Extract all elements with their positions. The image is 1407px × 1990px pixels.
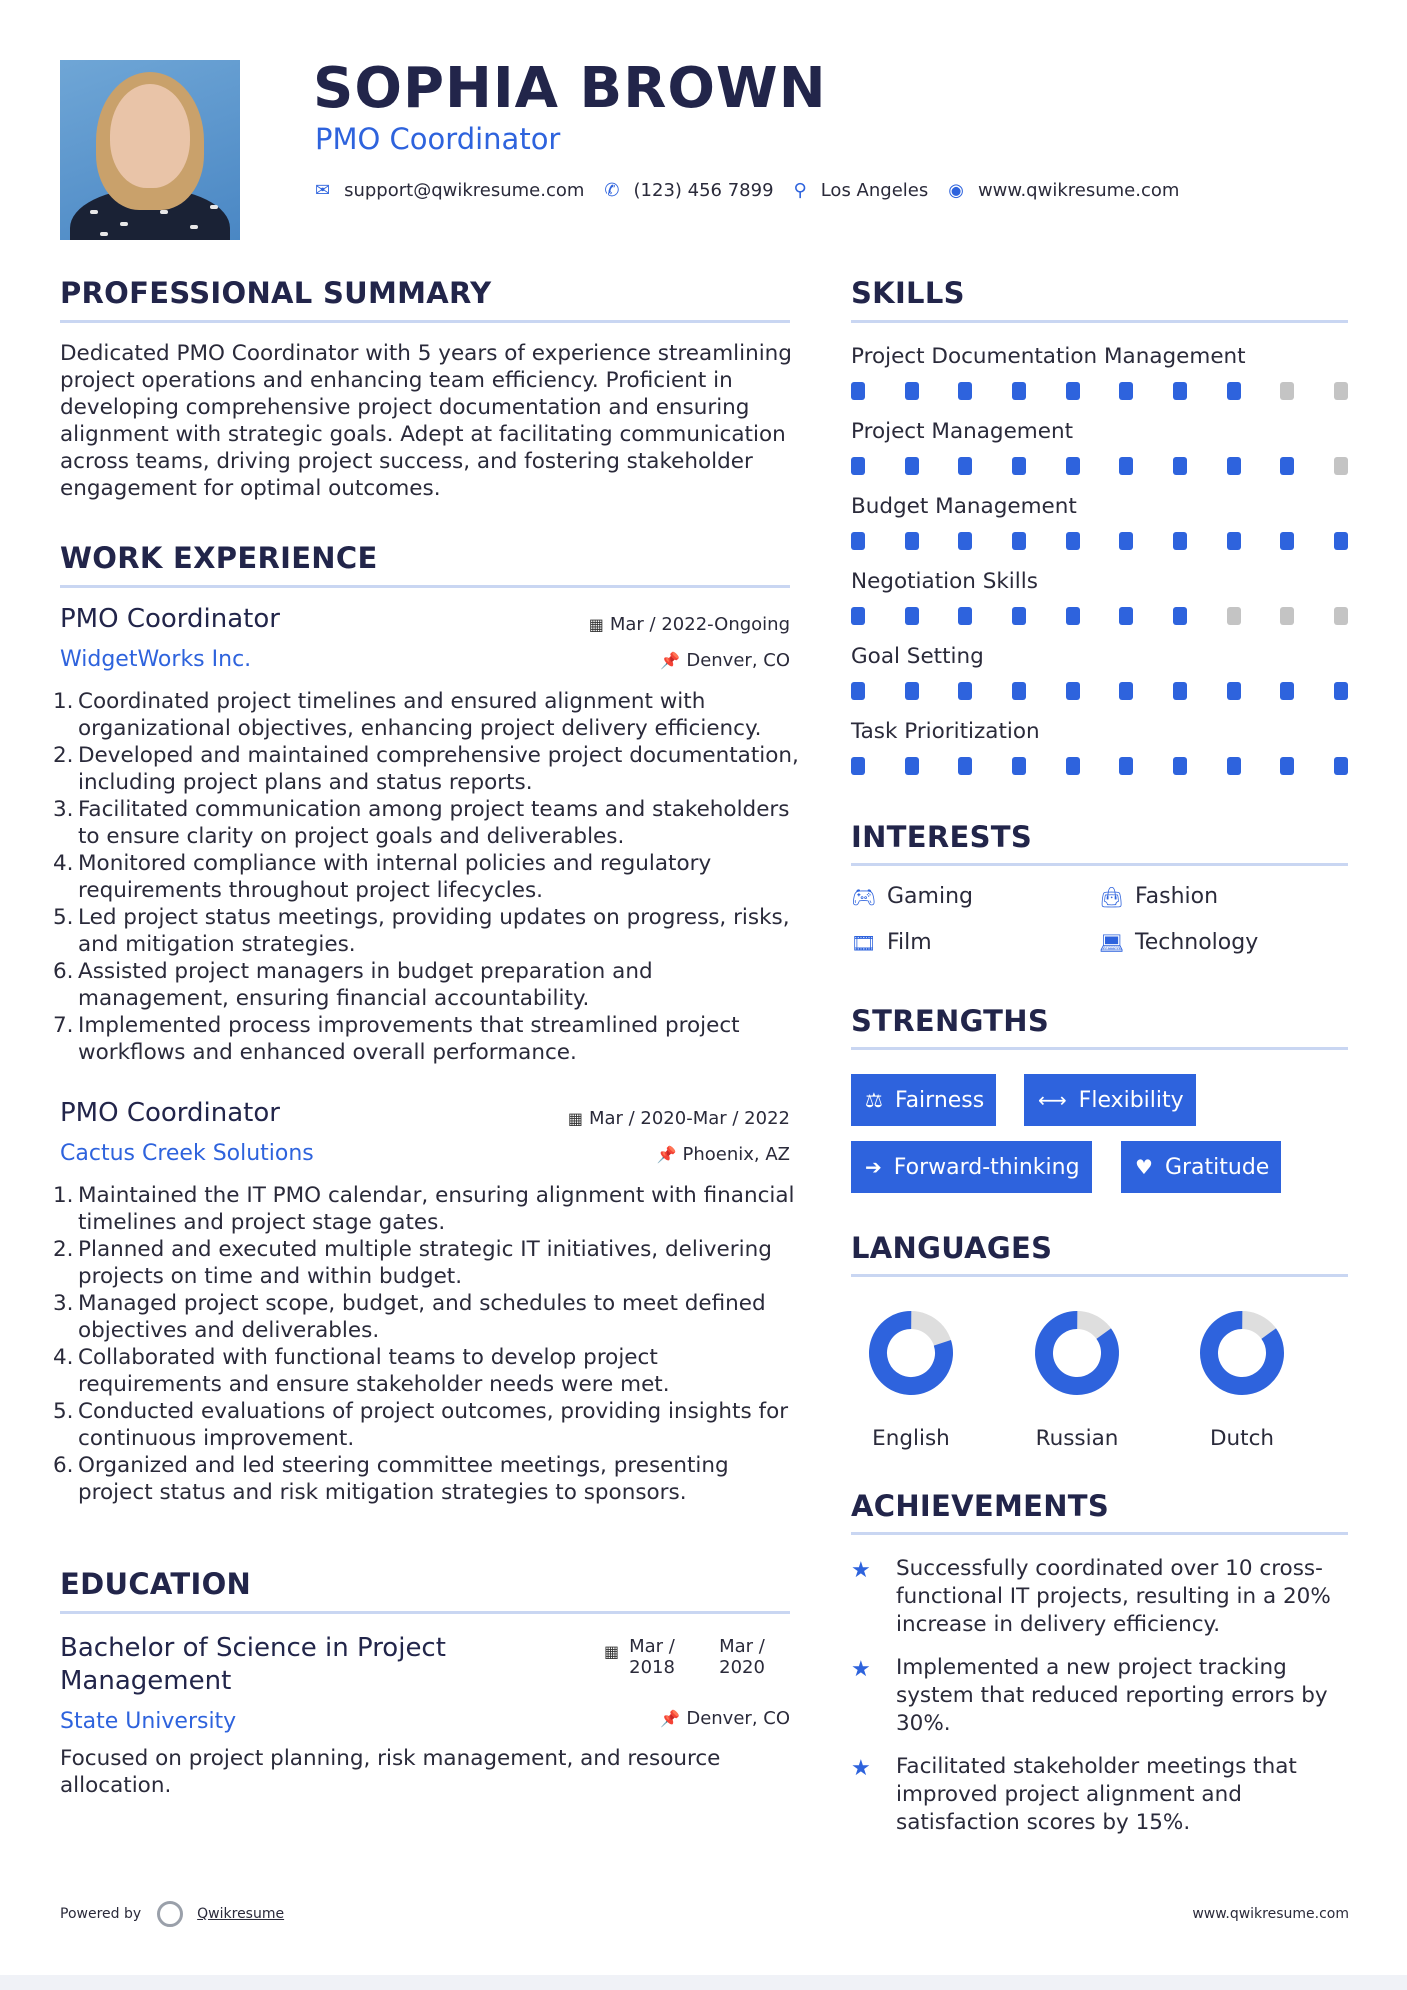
candidate-name: SOPHIA BROWN <box>313 56 827 121</box>
skill-dot <box>1280 532 1294 550</box>
summary-heading: PROFESSIONAL SUMMARY <box>60 276 492 310</box>
language-ring <box>1197 1308 1287 1398</box>
language-ring <box>1032 1308 1122 1398</box>
footer-band <box>0 1975 1407 1990</box>
skill-rating <box>851 457 1351 475</box>
envelope-icon: ✉ <box>315 180 331 201</box>
education-location: 📌 Denver, CO <box>660 1708 790 1729</box>
list-item: 6. Assisted project managers in budget preparation and management, ensuring financial accountability. <box>53 959 653 1011</box>
pushpin-icon: 📌 <box>656 1145 677 1164</box>
achievement-item: ★ Facilitated stakeholder meetings that improved project alignment and satisfaction scores by 15%. <box>851 1754 1297 1835</box>
skill-dot <box>1227 757 1241 775</box>
globe-icon: ◉ <box>948 180 964 201</box>
skill-dot <box>1012 757 1026 775</box>
skill-dot <box>905 607 919 625</box>
degree-title: Bachelor of Science in Project Management <box>60 1633 446 1696</box>
strength-badge: ♥ Gratitude <box>1121 1141 1281 1193</box>
skill-dot <box>1119 682 1133 700</box>
phone-text: (123) 456 7899 <box>633 180 774 201</box>
map-pin-icon: ⚲ <box>793 180 807 201</box>
skills-heading: SKILLS <box>851 276 965 310</box>
strength-badge: ⟷ Flexibility <box>1024 1074 1196 1126</box>
skill-dot <box>1012 382 1026 400</box>
job-dates: ▦ Mar / 2022-Ongoing <box>588 614 790 635</box>
skill-dot <box>1334 757 1348 775</box>
skill-dot <box>905 532 919 550</box>
language-name: Russian <box>1035 1426 1119 1451</box>
star-icon: ★ <box>851 1756 871 1781</box>
interests-divider <box>851 863 1348 866</box>
skill-dot <box>1227 532 1241 550</box>
strengths-heading: STRENGTHS <box>851 1004 1050 1038</box>
skill-dot <box>1334 682 1348 700</box>
skill-dot <box>1012 682 1026 700</box>
website-link[interactable]: www.qwikresume.com <box>977 180 1180 201</box>
education-dates <box>604 1636 789 1678</box>
heart-icon: ♥ <box>1135 1155 1153 1179</box>
list-item: 1. Coordinated project timelines and ensured alignment with organizational objectives, enhancing project delivery efficiency. <box>53 689 762 741</box>
education-start: Mar / 2018 <box>629 1636 675 1678</box>
skill-dot <box>1119 757 1133 775</box>
interests-heading: INTERESTS <box>851 820 1033 854</box>
language-name: English <box>872 1426 950 1451</box>
skill-rating <box>851 682 1351 700</box>
skill-rating <box>851 607 1351 625</box>
skill-dot <box>1012 457 1026 475</box>
skill-dot <box>1227 682 1241 700</box>
skill-dot <box>1012 532 1026 550</box>
skill-rating <box>851 532 1351 550</box>
skill-dot <box>1173 457 1187 475</box>
skill-dot <box>958 607 972 625</box>
skill-dot <box>1173 607 1187 625</box>
profile-photo <box>60 60 240 240</box>
education-description: Focused on project planning, risk management, and resource allocation. <box>60 1746 721 1798</box>
skill-name: Negotiation Skills <box>851 569 1038 594</box>
interest-item: 🎮︎ Gaming <box>851 884 973 909</box>
list-item: 3. Facilitated communication among project teams and stakeholders to ensure clarity on project goals and deliverables. <box>53 797 790 849</box>
list-item: 6. Organized and led steering committee meetings, presenting project status and risk mitigation strategies to sponsors. <box>53 1453 729 1505</box>
job-title: PMO Coordinator <box>60 1098 280 1128</box>
skill-dot <box>1334 532 1348 550</box>
skill-name: Goal Setting <box>851 644 984 669</box>
skill-dot <box>958 457 972 475</box>
calendar-icon: ▦ <box>604 1642 620 1661</box>
languages-heading: LANGUAGES <box>851 1231 1053 1265</box>
email-link[interactable]: support@qwikresume.com <box>344 180 585 201</box>
skill-dot <box>958 682 972 700</box>
list-item: 5. Conducted evaluations of project outcomes, providing insights for continuous improvement. <box>53 1399 789 1451</box>
skill-dot <box>1066 382 1080 400</box>
skill-dot <box>851 757 865 775</box>
strengths-divider <box>851 1047 1348 1050</box>
skill-dot <box>1119 457 1133 475</box>
language-item <box>1182 1308 1302 1451</box>
skills-divider <box>851 320 1348 323</box>
school-name[interactable]: State University <box>60 1709 237 1734</box>
arrow-right-icon: ➔ <box>865 1155 882 1179</box>
skill-dot <box>1012 607 1026 625</box>
interest-item: 👜︎ Fashion <box>1099 884 1219 909</box>
achievement-item: ★ Successfully coordinated over 10 cross-functional IT projects, resulting in a 20% increase in delivery efficiency. <box>851 1556 1331 1637</box>
skill-dot <box>1066 532 1080 550</box>
skill-dot <box>1334 457 1348 475</box>
arrows-horizontal-icon: ⟷ <box>1038 1088 1067 1112</box>
skill-dot <box>1173 682 1187 700</box>
skill-name: Project Documentation Management <box>851 344 1246 369</box>
star-icon: ★ <box>851 1657 871 1682</box>
list-item: 4. Collaborated with functional teams to develop project requirements and ensure stakeholder needs were met. <box>53 1345 670 1397</box>
skill-dot <box>1173 382 1187 400</box>
brand-link[interactable]: Qwikresume <box>197 1906 285 1922</box>
education-heading: EDUCATION <box>60 1567 252 1601</box>
qwikresume-logo-icon <box>157 1901 183 1927</box>
strength-badge: ➔ Forward-thinking <box>851 1141 1092 1193</box>
skill-dot <box>1119 382 1133 400</box>
interest-item: 💻︎ Technology <box>1099 930 1259 955</box>
skill-rating <box>851 757 1351 775</box>
job-company[interactable]: WidgetWorks Inc. <box>60 647 252 672</box>
list-item: 4. Monitored compliance with internal policies and regulatory requirements throughout project lifecycles. <box>53 851 712 903</box>
achievements-heading: ACHIEVEMENTS <box>851 1489 1110 1523</box>
list-item: 3. Managed project scope, budget, and schedules to meet defined objectives and deliverables. <box>53 1291 766 1343</box>
strength-badge: ⚖ Fairness <box>851 1074 996 1126</box>
skill-dot <box>1227 457 1241 475</box>
skill-dot <box>1280 682 1294 700</box>
summary-text: Dedicated PMO Coordinator with 5 years of experience streamlining project operations and enhancing team efficiency. Proficient in developing comprehensive project documentation and ensuring alignment with strategic goals. Adept at facilitating communication across teams, driving project success, and fostering stakeholder engagement for optimal outcomes. <box>60 341 792 501</box>
skill-rating <box>851 382 1351 400</box>
skill-dot <box>958 382 972 400</box>
skill-dot <box>1173 757 1187 775</box>
pushpin-icon: 📌 <box>660 1709 681 1728</box>
skill-dot <box>1280 382 1294 400</box>
list-item: 1. Maintained the IT PMO calendar, ensuring alignment with financial timelines and project stage gates. <box>53 1183 795 1235</box>
laptop-icon: 💻︎ <box>1099 930 1125 955</box>
skill-name: Project Management <box>851 419 1074 444</box>
skill-dot <box>1334 607 1348 625</box>
skill-dot <box>1280 757 1294 775</box>
skill-dot <box>905 682 919 700</box>
candidate-role: PMO Coordinator <box>315 122 561 156</box>
skill-dot <box>905 757 919 775</box>
language-name: Dutch <box>1209 1426 1275 1451</box>
skill-dot <box>1119 607 1133 625</box>
ring-fill <box>1032 1308 1122 1398</box>
skill-dot <box>1066 457 1080 475</box>
skill-dot <box>1227 382 1241 400</box>
languages-divider <box>851 1274 1348 1277</box>
skill-dot <box>1066 757 1080 775</box>
calendar-icon: ▦ <box>588 615 604 634</box>
job-dates: ▦ Mar / 2020-Mar / 2022 <box>567 1108 790 1129</box>
skill-dot <box>1280 607 1294 625</box>
experience-heading: WORK EXPERIENCE <box>60 541 378 575</box>
skill-dot <box>1119 532 1133 550</box>
phone-icon: ✆ <box>604 180 620 201</box>
language-item <box>851 1308 971 1451</box>
balance-scale-icon: ⚖ <box>865 1088 883 1112</box>
footer-website[interactable]: www.qwikresume.com <box>1192 1906 1349 1922</box>
summary-divider <box>60 320 790 323</box>
achievement-item: ★ Implemented a new project tracking system that reduced reporting errors by 30%. <box>851 1655 1328 1736</box>
list-item: 2. Developed and maintained comprehensive project documentation, including project plans and status reports. <box>53 743 799 795</box>
ring-fill <box>1197 1308 1287 1398</box>
calendar-icon: ▦ <box>567 1109 583 1128</box>
skill-dot <box>1227 607 1241 625</box>
footer-powered: Powered by Qwikresume <box>60 1901 284 1927</box>
skill-dot <box>1173 532 1187 550</box>
skill-dot <box>851 532 865 550</box>
list-item: 2. Planned and executed multiple strategic IT initiatives, delivering projects on time and within budget. <box>53 1237 772 1289</box>
job-bullets <box>53 688 800 1066</box>
skill-dot <box>1066 607 1080 625</box>
job-bullets <box>53 1182 800 1506</box>
skill-dot <box>958 757 972 775</box>
skill-dot <box>1066 682 1080 700</box>
skill-dot <box>1334 382 1348 400</box>
skill-dot <box>905 457 919 475</box>
language-item <box>1017 1308 1137 1451</box>
location-text: Los Angeles <box>820 180 929 201</box>
star-icon: ★ <box>851 1558 871 1583</box>
skill-name: Budget Management <box>851 494 1077 519</box>
job-location: 📌 Phoenix, AZ <box>656 1144 790 1165</box>
job-company[interactable]: Cactus Creek Solutions <box>60 1141 314 1166</box>
film-icon: 🎞︎ <box>851 930 877 955</box>
skill-dot <box>851 457 865 475</box>
job-location: 📌 Denver, CO <box>660 650 790 671</box>
contact-bar <box>315 180 1199 201</box>
achievements-divider <box>851 1532 1348 1535</box>
gamepad-icon: 🎮︎ <box>851 884 877 909</box>
skill-dot <box>851 607 865 625</box>
list-item: 7. Implemented process improvements that streamlined project workflows and enhanced overall performance. <box>53 1013 740 1065</box>
skill-dot <box>905 382 919 400</box>
job-title: PMO Coordinator <box>60 604 280 634</box>
education-divider <box>60 1611 790 1614</box>
list-item: 5. Led project status meetings, providing updates on progress, risks, and mitigation strategies. <box>53 905 790 957</box>
skill-name: Task Prioritization <box>851 719 1040 744</box>
skill-dot <box>851 682 865 700</box>
skill-dot <box>851 382 865 400</box>
pushpin-icon: 📌 <box>660 651 681 670</box>
experience-divider <box>60 585 790 588</box>
language-ring <box>866 1308 956 1398</box>
shopping-bag-icon: 👜︎ <box>1099 884 1125 909</box>
interest-item: 🎞︎ Film <box>851 930 932 955</box>
skill-dot <box>958 532 972 550</box>
skill-dot <box>1280 457 1294 475</box>
education-end: Mar / 2020 <box>719 1636 765 1678</box>
